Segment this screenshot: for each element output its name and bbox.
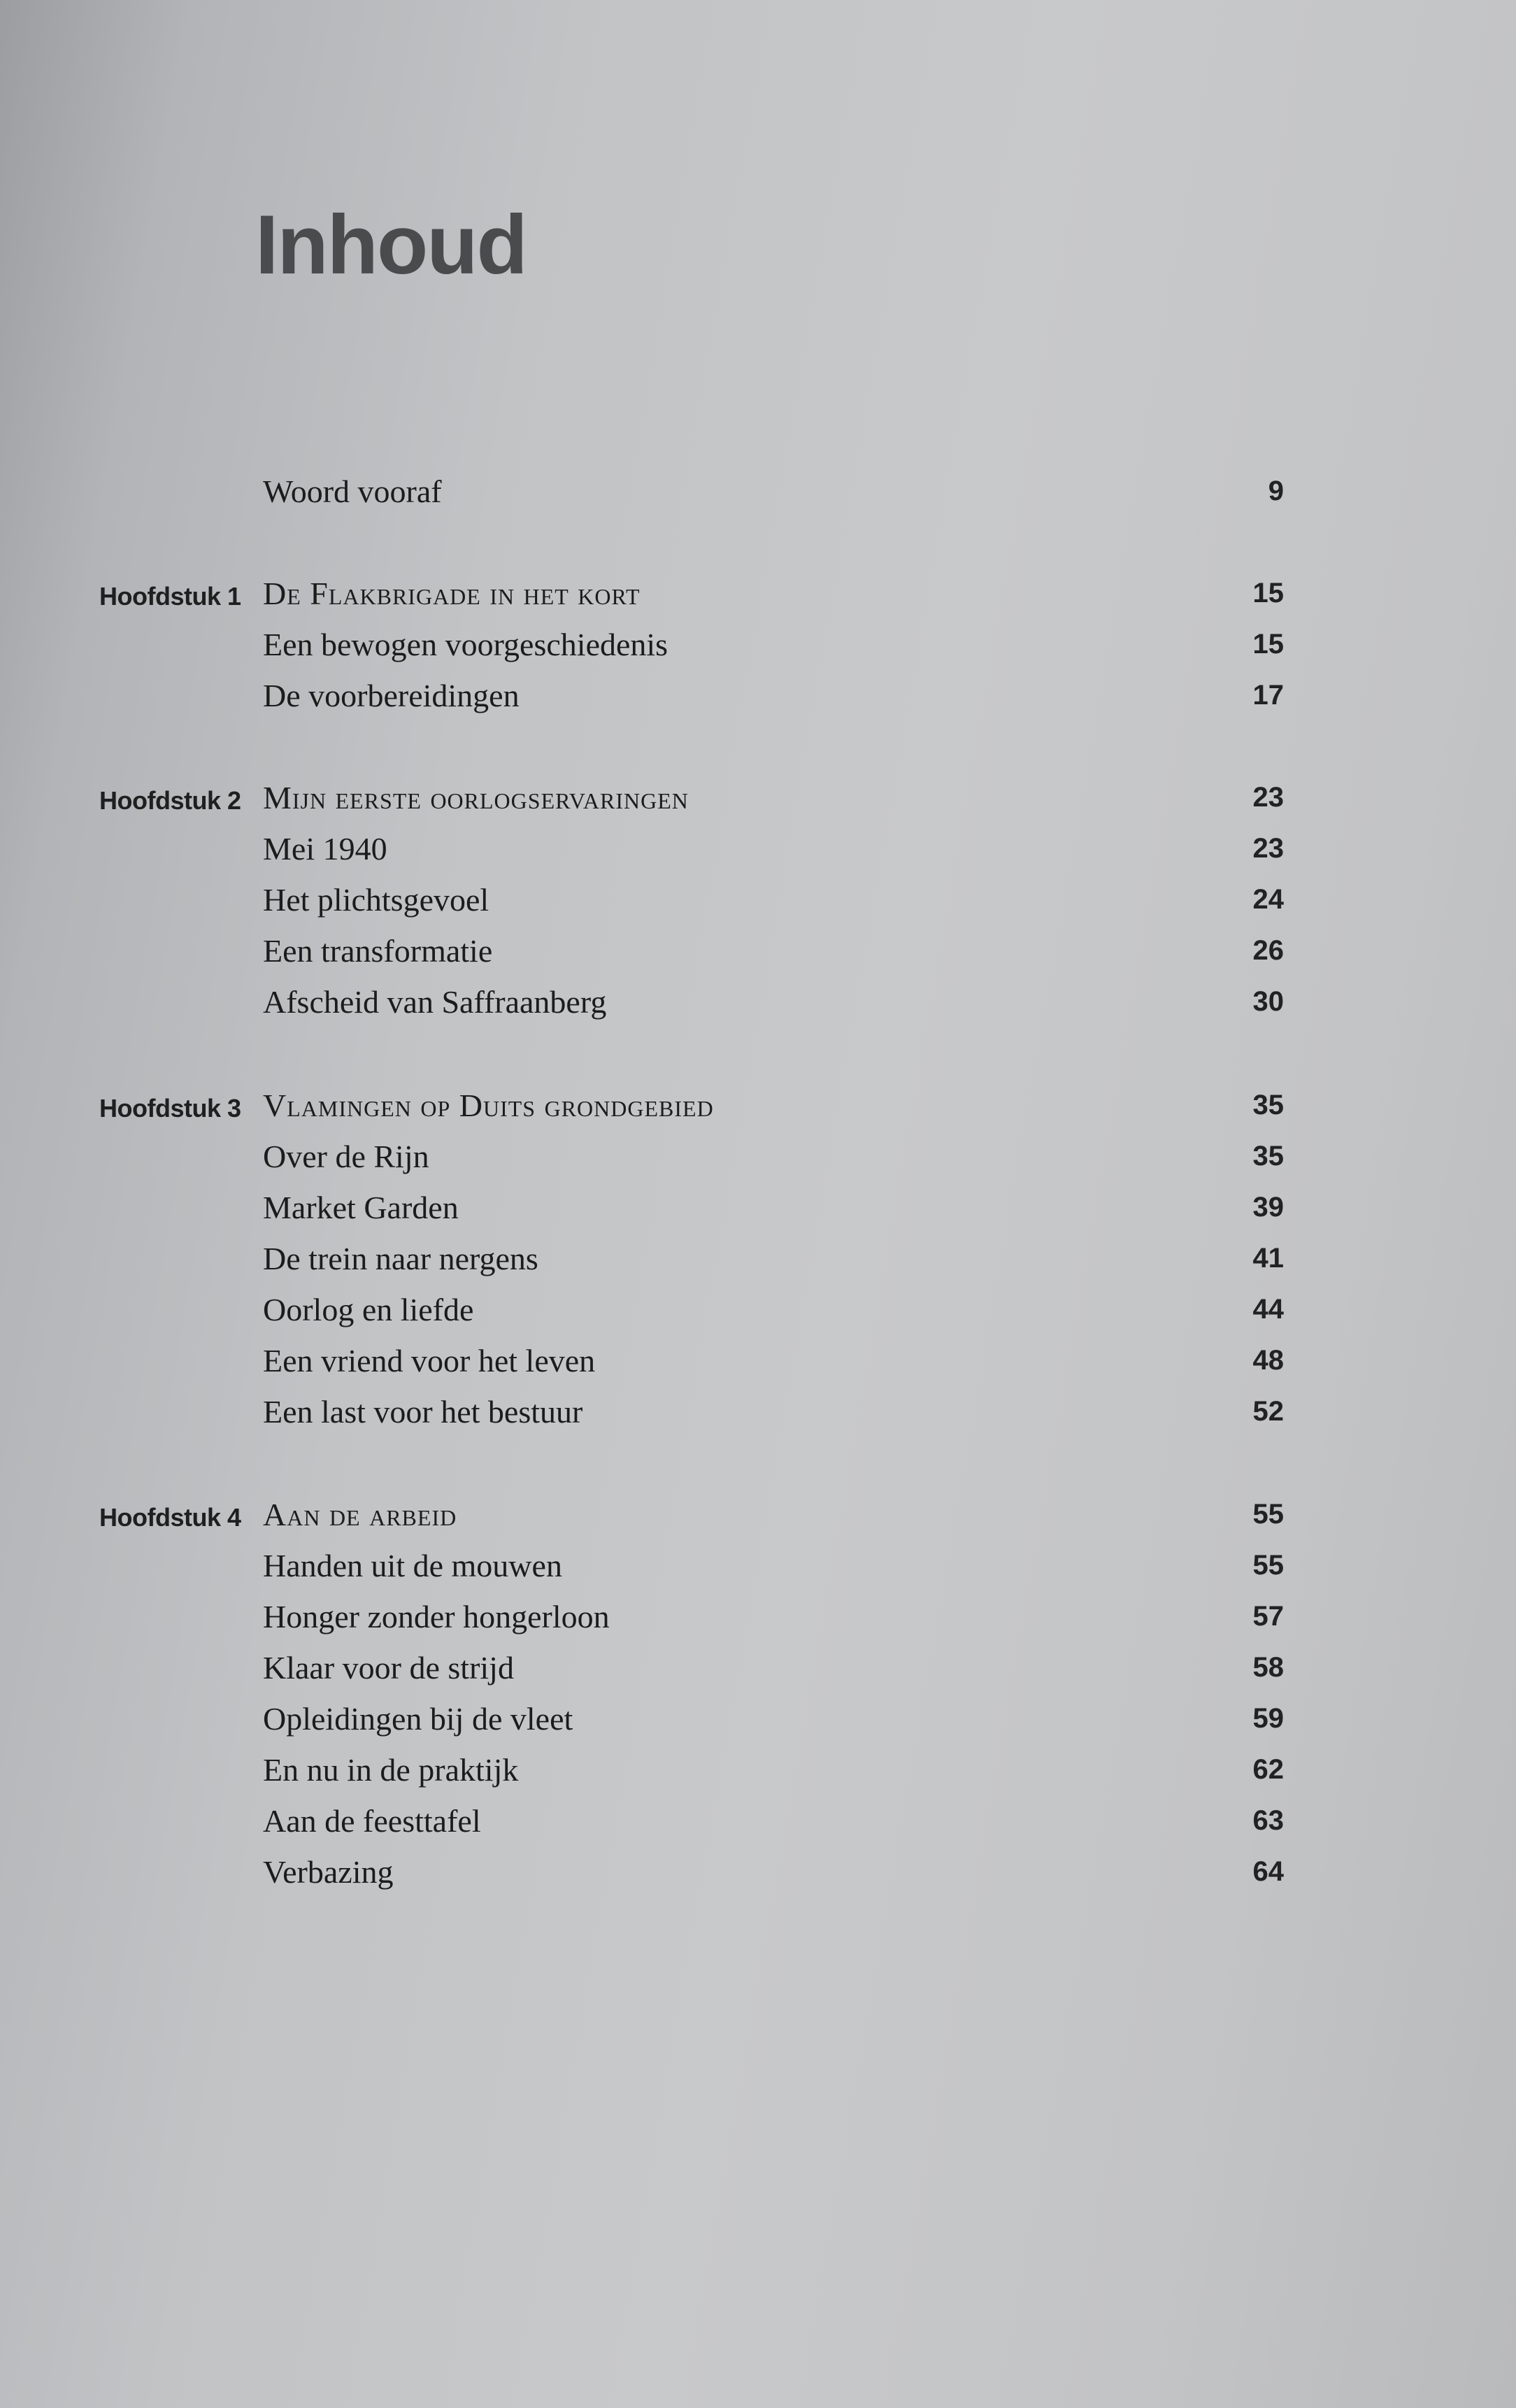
section-title: Handen uit de mouwen — [263, 1548, 562, 1583]
page-number: 30 — [1252, 986, 1284, 1017]
toc-entry-row — [0, 620, 1516, 672]
section-title: Een last voor het bestuur — [263, 1394, 583, 1430]
page-number: 62 — [1252, 1754, 1284, 1785]
section-title: Een vriend voor het leven — [263, 1343, 596, 1378]
toc-chapter-row — [0, 1081, 1516, 1133]
section-title: Woord vooraf — [263, 473, 442, 509]
page-number: 64 — [1252, 1856, 1284, 1887]
toc-chapter-row — [0, 774, 1516, 825]
toc-entry-row — [0, 1337, 1516, 1388]
toc-entry-row — [0, 1132, 1516, 1184]
page-number: 41 — [1252, 1243, 1284, 1274]
page-number: 48 — [1252, 1345, 1284, 1376]
toc-entry-row — [0, 1746, 1516, 1797]
section-title: Afscheid van Saffraanberg — [263, 984, 607, 1020]
section-title: Aan de feesttafel — [263, 1803, 481, 1839]
page-number: 52 — [1252, 1396, 1284, 1427]
page-number: 35 — [1252, 1090, 1284, 1120]
page-number: 23 — [1252, 782, 1284, 813]
page-number: 26 — [1252, 935, 1284, 966]
section-title: Het plichtsgevoel — [263, 882, 489, 918]
page-number: 55 — [1252, 1499, 1284, 1530]
section-title: Opleidingen bij de vleet — [263, 1701, 573, 1737]
page-number: 63 — [1252, 1805, 1284, 1836]
page-title: Inhoud — [255, 198, 527, 292]
section-title: Een transformatie — [263, 933, 493, 969]
page-number: 15 — [1252, 629, 1284, 660]
section-title: En nu in de praktijk — [263, 1752, 519, 1788]
section-title: Verbazing — [263, 1854, 394, 1890]
chapter-title: De Flakbrigade in het kort — [263, 576, 641, 611]
section-title: Mei 1940 — [263, 831, 387, 867]
toc-entry-row — [0, 467, 1516, 519]
toc-entry-row — [0, 1234, 1516, 1286]
chapter-label: Hoofdstuk 4 — [99, 1503, 241, 1532]
chapter-title: Mijn eerste oorlogservaringen — [263, 780, 689, 815]
toc-entry-row — [0, 1541, 1516, 1593]
section-title: De voorbereidingen — [263, 678, 520, 713]
chapter-label: Hoofdstuk 2 — [99, 786, 241, 815]
toc-chapter-row — [0, 1490, 1516, 1542]
toc-entry-row — [0, 1593, 1516, 1644]
toc-entry-row — [0, 1644, 1516, 1695]
page-number: 23 — [1252, 833, 1284, 864]
page-number: 39 — [1252, 1192, 1284, 1223]
page-number: 35 — [1252, 1141, 1284, 1171]
toc-entry-row — [0, 1848, 1516, 1900]
toc-entry-row — [0, 1183, 1516, 1235]
section-title: Klaar voor de strijd — [263, 1650, 514, 1686]
page-number: 55 — [1252, 1550, 1284, 1581]
section-title: Honger zonder hongerloon — [263, 1599, 610, 1634]
page-number: 15 — [1252, 578, 1284, 608]
toc-entry-row — [0, 1285, 1516, 1337]
section-title: Over de Rijn — [263, 1139, 429, 1174]
toc-entry-row — [0, 671, 1516, 723]
page-number: 44 — [1252, 1294, 1284, 1325]
chapter-title: Vlamingen op Duits grondgebied — [263, 1088, 714, 1123]
page-number: 57 — [1252, 1601, 1284, 1632]
section-title: Market Garden — [263, 1190, 459, 1225]
toc-chapter-row — [0, 569, 1516, 621]
toc-entry-row — [0, 876, 1516, 927]
toc-entry-row — [0, 1797, 1516, 1848]
chapter-label: Hoofdstuk 3 — [99, 1094, 241, 1123]
toc-entry-row — [0, 978, 1516, 1030]
chapter-label: Hoofdstuk 1 — [99, 582, 241, 611]
toc-entry-row — [0, 825, 1516, 876]
chapter-title: Aan de arbeid — [263, 1497, 457, 1532]
page-number: 58 — [1252, 1652, 1284, 1683]
toc-entry-row — [0, 1695, 1516, 1746]
section-title: Een bewogen voorgeschiedenis — [263, 627, 668, 662]
page-number: 17 — [1252, 680, 1284, 711]
toc-entry-row — [0, 1388, 1516, 1439]
page-number: 59 — [1252, 1703, 1284, 1734]
page-number: 9 — [1268, 476, 1284, 506]
section-title: De trein naar nergens — [263, 1241, 538, 1276]
page-number: 24 — [1252, 884, 1284, 915]
section-title: Oorlog en liefde — [263, 1292, 474, 1327]
toc-entry-row — [0, 927, 1516, 978]
